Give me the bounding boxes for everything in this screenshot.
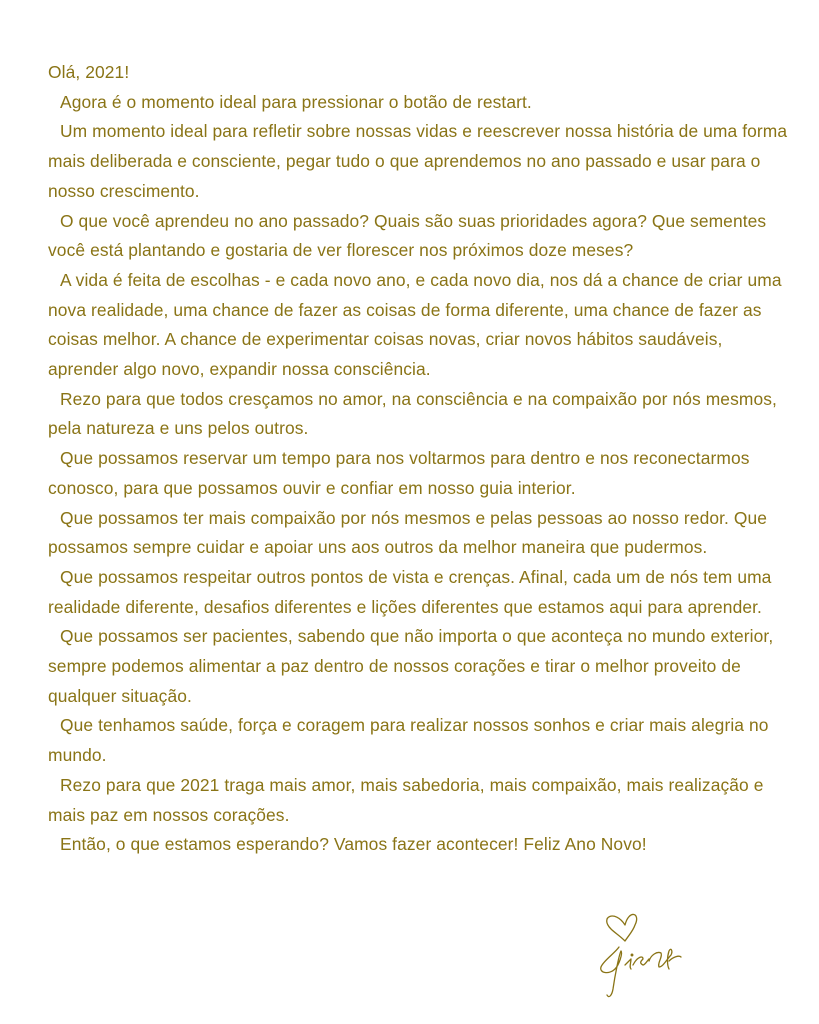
paragraph-5: Rezo para que todos cresçamos no amor, na consciência e na compaixão por nós mesmos, pela natureza e uns pelos outros. [48,388,777,439]
paragraph-9: Que possamos ser pacientes, sabendo que não importa o que aconteça no mundo exterior, sempre podemos alimentar a paz dentro de nossos corações e tirar o melhor proveito de qualquer situação. [48,626,774,706]
letter-body [48,58,788,860]
paragraph-8: Que possamos respeitar outros pontos de vista e crenças. Afinal, cada um de nós tem uma realidade diferente, desafios diferentes e lições diferentes que estamos aqui para aprender. [48,566,772,617]
paragraph-11: Rezo para que 2021 traga mais amor, mais sabedoria, mais compaixão, mais realização e mais paz em nossos corações. [48,774,764,825]
heart-signature-icon [585,895,695,1005]
paragraph-12: Então, o que estamos esperando? Vamos fazer acontecer! Feliz Ano Novo! [60,834,647,855]
paragraph-3: O que você aprendeu no ano passado? Quais são suas prioridades agora? Que sementes você está plantando e gostaria de ver florescer nos próximos doze meses? [48,210,767,261]
paragraph-4: A vida é feita de escolhas - e cada novo ano, e cada novo dia, nos dá a chance de criar uma nova realidade, uma chance de fazer as coisas de forma diferente, uma chance de fazer as coisas melhor. A chance de experimentar coisas novas, criar novos hábitos saudáveis, aprender algo novo, expandir nossa consciência. [48,269,782,380]
paragraph-10: Que tenhamos saúde, força e coragem para realizar nossos sonhos e criar mais alegria no mundo. [48,715,769,766]
paragraph-7: Que possamos ter mais compaixão por nós mesmos e pelas pessoas ao nosso redor. Que possamos sempre cuidar e apoiar uns aos outros da melhor maneira que pudermos. [48,507,768,558]
paragraph-2: Um momento ideal para refletir sobre nossas vidas e reescrever nossa história de uma forma mais deliberada e consciente, pegar tudo o que aprendemos no ano passado e usar para o nosso crescimento. [48,121,788,201]
paragraph-6: Que possamos reservar um tempo para nos voltarmos para dentro e nos reconectarmos conosco, para que possamos ouvir e confiar em nosso guia interior. [48,448,750,498]
greeting: Olá, 2021! [48,62,130,82]
paragraph-1: Agora é o momento ideal para pressionar o botão de restart. [60,91,532,112]
